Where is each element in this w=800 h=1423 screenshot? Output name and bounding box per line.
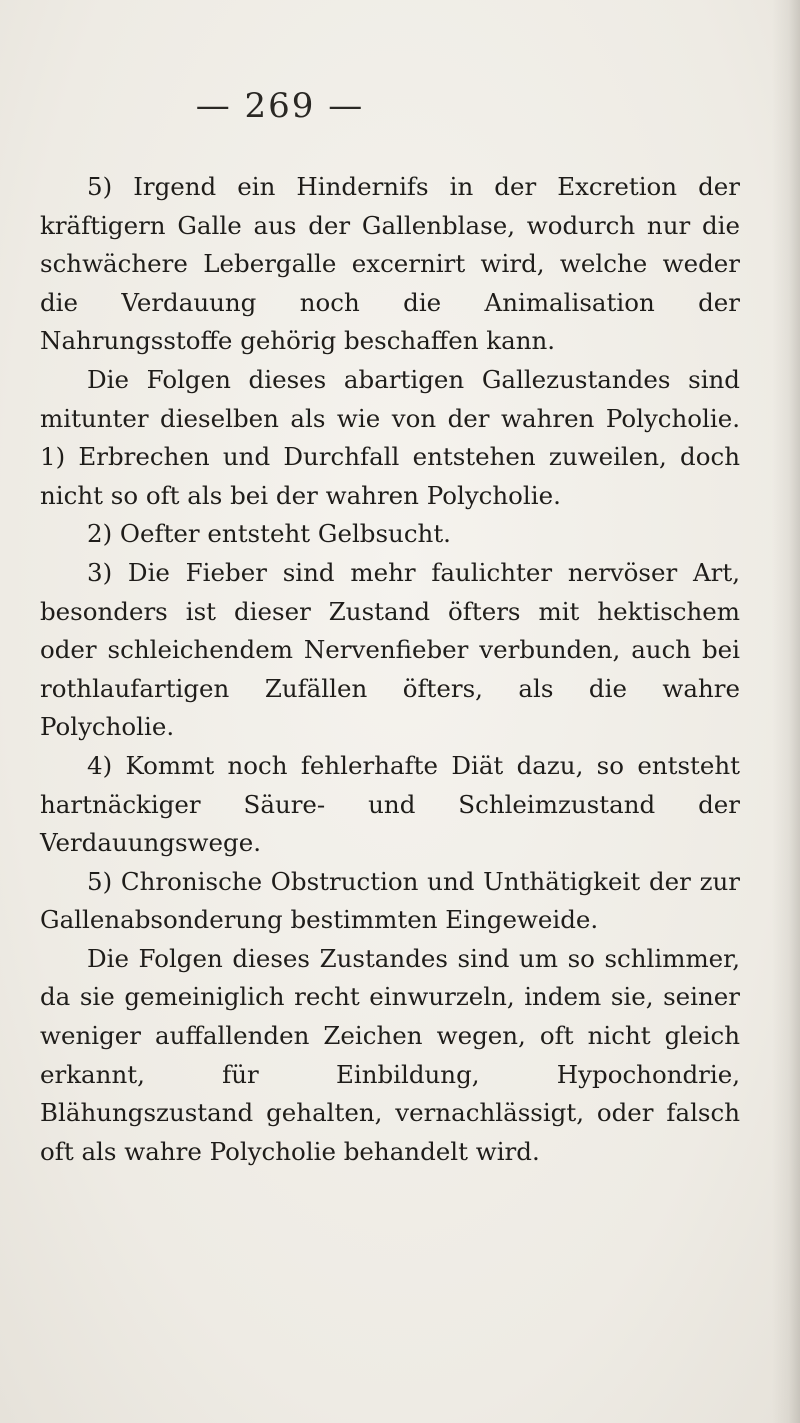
paragraph-4: 3) Die Fieber sind mehr faulichter nervöser Art, besonders ist dieser Zustand öfters mit hektischem oder schleichendem Nervenfieber verbunden, auch bei rothlaufartigen Zufällen öfters, als die wahre Polycholie.	[40, 557, 740, 742]
paragraph-5: 4) Kommt noch fehlerhafte Diät dazu, so entsteht hartnäckiger Säure- und Schleimzustand der Verdauungswege.	[40, 750, 740, 858]
page-number: — 269 —	[195, 86, 365, 126]
body-text	[40, 168, 740, 1171]
paragraph-6: 5) Chronische Obstruction und Unthätigkeit der zur Gallenabsonderung bestimmten Eingeweide.	[40, 866, 740, 935]
paragraph-7: Die Folgen dieses Zustandes sind um so schlimmer, da sie gemeiniglich recht einwurzeln, indem sie, seiner weniger auffallenden Zeichen wegen, oft nicht gleich erkannt, für Einbildung, Hypochondrie, Blähungszustand gehalten, vernachlässigt, oder falsch oft als wahre Polycholie behandelt wird.	[40, 943, 740, 1166]
page-edge-shadow	[772, 0, 800, 1423]
paragraph-2: Die Folgen dieses abartigen Gallezustandes sind mitunter dieselben als wie von der wahren Polycholie. 1) Erbrechen und Durchfall entstehen zuweilen, doch nicht so oft als bei der wahren Polycholie.	[40, 364, 740, 510]
paragraph-3: 2) Oefter entsteht Gelbsucht.	[87, 519, 451, 549]
paragraph-1: 5) Irgend ein Hindernifs in der Excretion der kräftigern Galle aus der Gallenblase, wodurch nur die schwächere Lebergalle excernirt wird, welche weder die Verdauung noch die Animalisation der Nahrungsstoffe gehörig beschaffen kann.	[40, 172, 740, 356]
